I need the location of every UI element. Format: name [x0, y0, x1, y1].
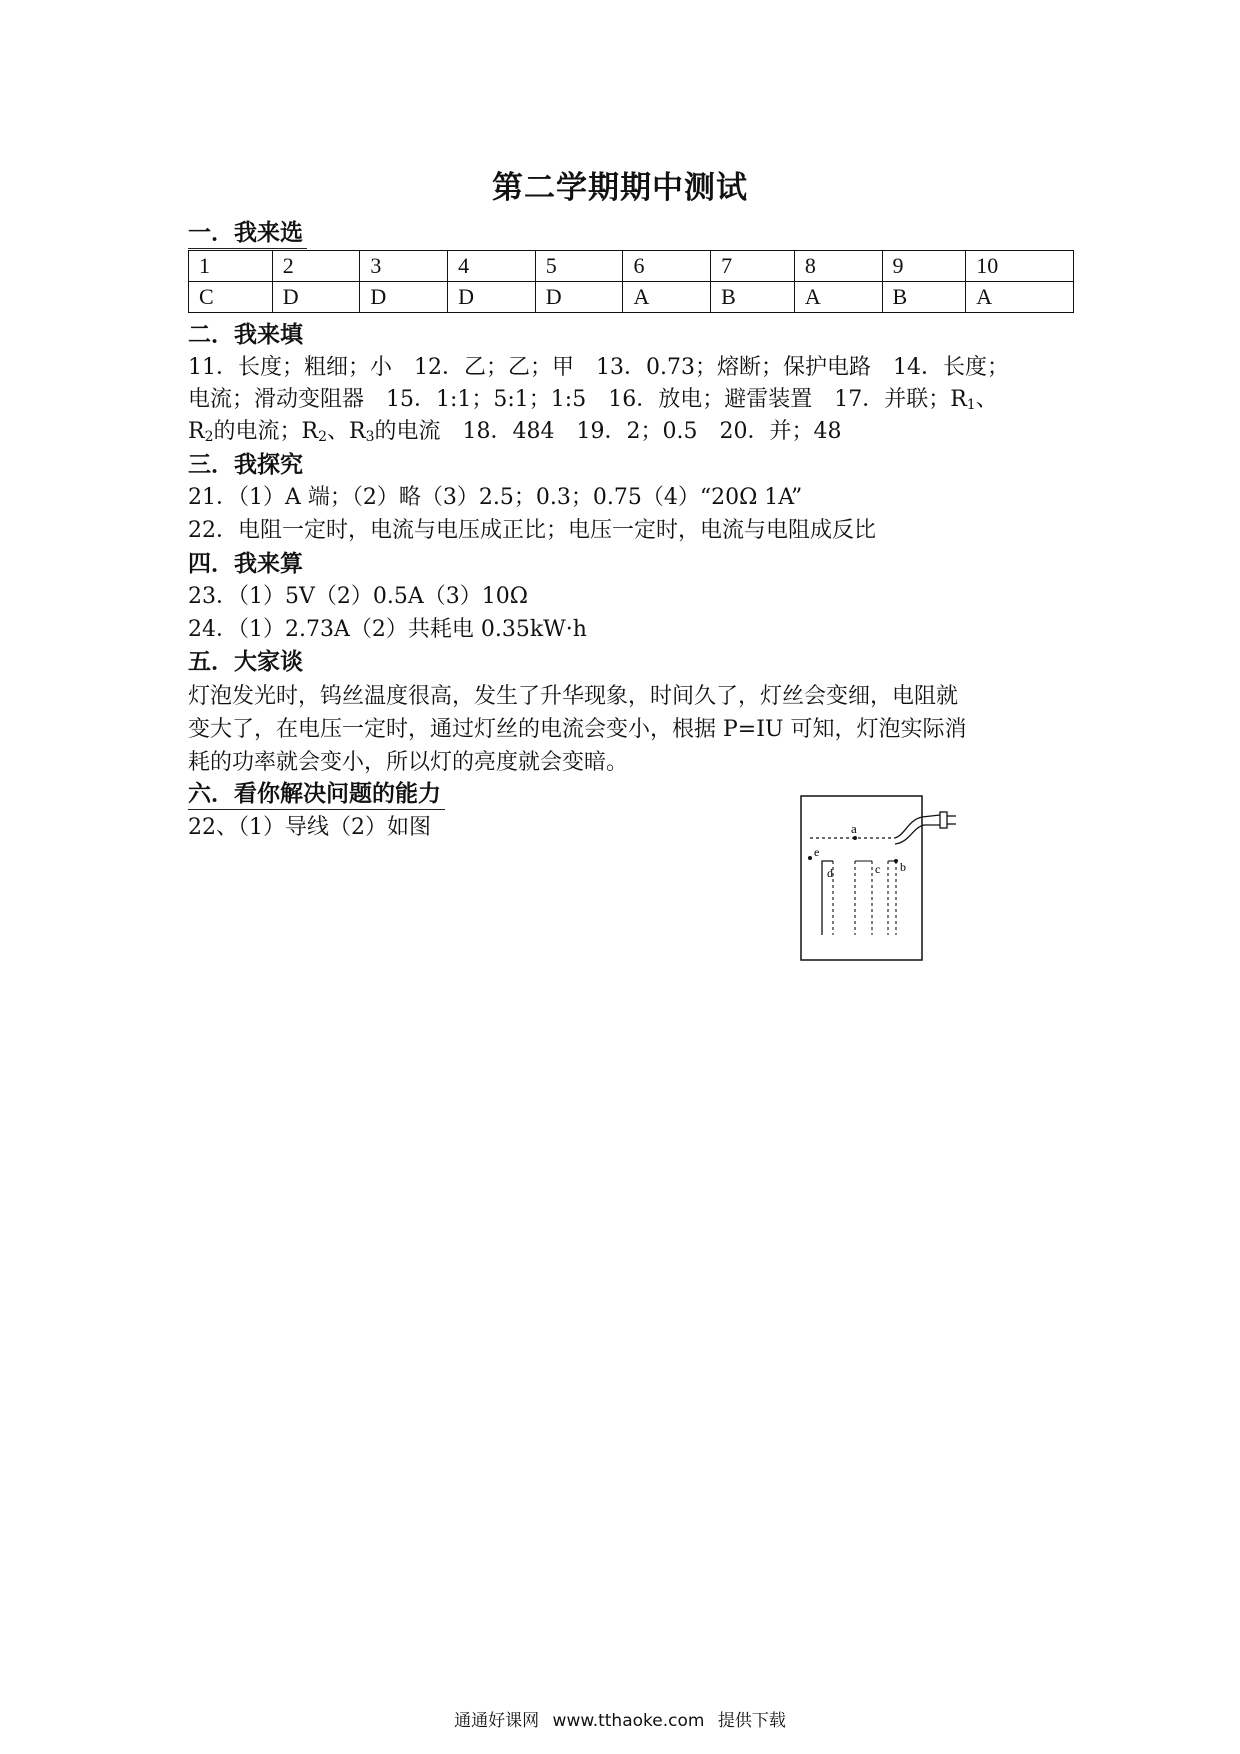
footer-url-link[interactable]: www.tthaoke.com [552, 1711, 705, 1731]
calc-q23: 23．（1）5V（2）0.5A（3）10Ω [188, 584, 528, 609]
table-cell: A [966, 282, 1074, 313]
section-heading-ability [188, 780, 441, 808]
section-heading-discuss: 五．大家谈 [188, 648, 303, 675]
table-cell: 6 [623, 251, 711, 282]
discuss-line-3: 耗的功率就会变小，所以灯的亮度就会变暗。 [188, 750, 629, 775]
wiring-diagram [800, 795, 965, 963]
table-cell: 1 [189, 251, 273, 282]
fill-text: R [188, 419, 205, 444]
subscript: 2 [318, 429, 327, 445]
terminal-dot-b [894, 859, 898, 863]
heading-underline [188, 248, 307, 249]
fill-line-2-text: 电流；滑动变阻器 15．1:1；5:1；1:5 16．放电；避雷装置 17．并联；R [188, 387, 967, 412]
table-cell: A [623, 282, 711, 313]
fill-line-3 [188, 418, 841, 451]
explore-q22: 22．电阻一定时，电流与电压成正比；电压一定时，电流与电阻成反比 [188, 518, 876, 543]
subscript: 1 [966, 397, 976, 413]
subscript: 3 [365, 429, 375, 445]
label-c: c [875, 862, 881, 876]
discuss-line-1: 灯泡发光时，钨丝温度很高，发生了升华现象，时间久了，灯丝会变细，电阻就 [188, 684, 959, 709]
table-cell: D [535, 282, 623, 313]
fill-line-2-end: 、 [975, 387, 998, 412]
table-cell: 3 [360, 251, 448, 282]
diagram-frame [801, 796, 922, 960]
page-footer [0, 1706, 1240, 1731]
fill-text: 的电流；R [213, 419, 319, 444]
table-row-numbers [189, 251, 1074, 282]
table-cell: 5 [535, 251, 623, 282]
terminal-dot-e [808, 856, 812, 860]
cord-line [895, 825, 940, 844]
table-cell: A [794, 282, 882, 313]
fill-line-2 [188, 386, 998, 419]
subscript: 2 [204, 429, 214, 445]
table-cell: 10 [966, 251, 1074, 282]
explore-q21: 21．（1）A 端；（2）略（3）2.5；0.3；0.75（4）“20Ω 1A” [188, 485, 803, 510]
table-cell: 4 [448, 251, 536, 282]
fill-text: 的电流 18．484 19．2；0.5 20．并；48 [374, 419, 842, 444]
section-heading-choice [188, 219, 303, 247]
section-heading-calc: 四．我来算 [188, 550, 303, 577]
table-cell: D [448, 282, 536, 313]
plug-icon [940, 812, 947, 828]
table-cell: 7 [711, 251, 795, 282]
cord-line [895, 815, 940, 838]
table-cell: 8 [794, 251, 882, 282]
label-a: a [851, 821, 857, 836]
table-cell: D [360, 282, 448, 313]
heading-underline [188, 809, 445, 810]
table-cell: 9 [882, 251, 966, 282]
table-cell: B [711, 282, 795, 313]
discuss-line-2: 变大了，在电压一定时，通过灯丝的电流会变小，根据 P=IU 可知，灯泡实际消 [188, 717, 967, 742]
section-heading-choice-text: 一．我来选 [188, 219, 303, 246]
label-e: e [814, 845, 820, 859]
table-cell: C [189, 282, 273, 313]
section-heading-explore: 三．我探究 [188, 451, 303, 478]
fill-line-1: 11．长度；粗细；小 12．乙；乙；甲 13．0.73；熔断；保护电路 14．长度； [188, 355, 1009, 380]
table-cell: 2 [272, 251, 360, 282]
section-heading-fill: 二．我来填 [188, 321, 303, 348]
ability-q22: 22、（1）导线（2）如图 [188, 815, 431, 840]
fill-text: 、R [327, 419, 366, 444]
footer-site-name: 通通好课网 [454, 1711, 540, 1731]
table-cell: D [272, 282, 360, 313]
choice-answer-table [188, 250, 1074, 313]
section-heading-ability-text: 六．看你解决问题的能力 [188, 780, 441, 807]
calc-q24: 24．（1）2.73A（2）共耗电 0.35kW·h [188, 617, 587, 642]
page-title: 第二学期期中测试 [492, 170, 748, 206]
table-cell: B [882, 282, 966, 313]
terminal-dot-a [853, 836, 857, 840]
label-d: d [827, 866, 833, 880]
label-b: b [900, 860, 906, 874]
table-row-answers [189, 282, 1074, 313]
footer-suffix: 提供下载 [717, 1711, 786, 1731]
